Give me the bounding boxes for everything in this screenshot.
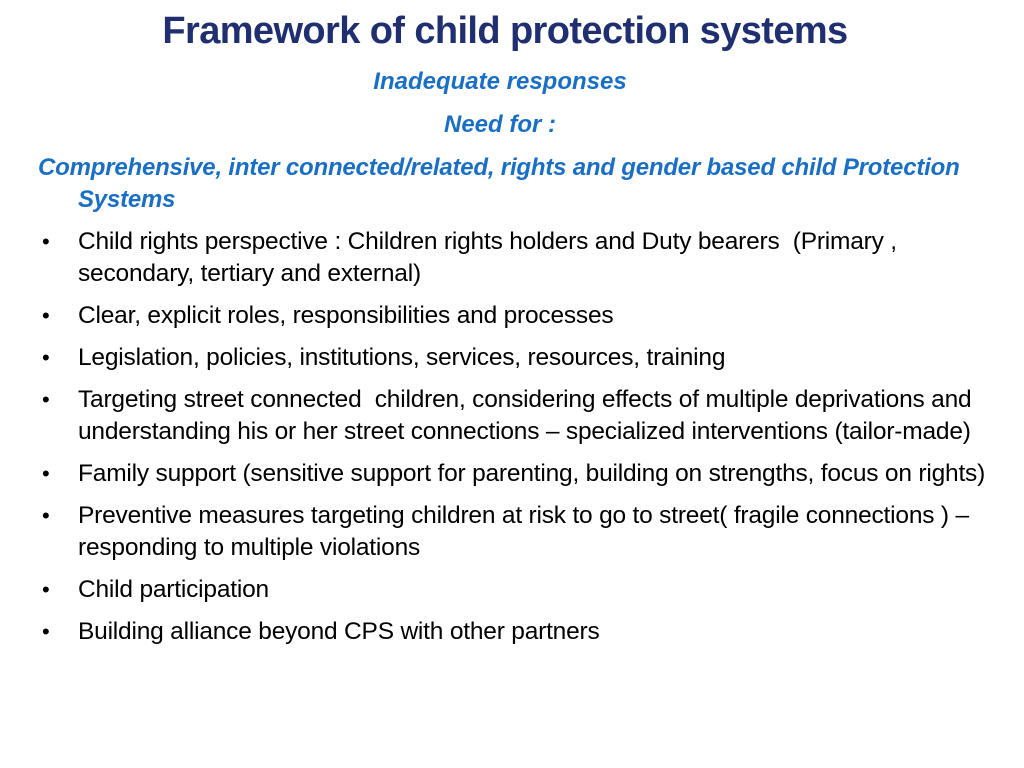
bullet-item-alliance xyxy=(38,616,998,648)
bullet-text: Building alliance beyond CPS with other partners xyxy=(78,618,600,645)
subtitle-need-for: Need for : xyxy=(443,111,556,138)
bullet-icon: • xyxy=(42,619,50,644)
bullet-item-participation xyxy=(38,574,998,606)
bullet-item-legislation xyxy=(38,342,998,374)
bullet-text: Clear, explicit roles, responsibilities and processes xyxy=(78,302,614,329)
slide-title: Framework of child protection systems xyxy=(162,10,848,52)
bullet-text: Family support (sensitive support for parenting, building on strengths, focus on rights) xyxy=(78,460,986,487)
bullet-icon: • xyxy=(42,461,50,486)
intro-statement: Comprehensive, inter connected/related, rights and gender based child Protection Systems xyxy=(38,154,960,213)
bullet-text: Child participation xyxy=(78,576,269,603)
bullet-item-roles xyxy=(38,300,998,332)
bullet-icon: • xyxy=(42,345,50,370)
bullet-icon: • xyxy=(42,303,50,328)
bullet-icon: • xyxy=(42,229,50,254)
bullet-text: Preventive measures targeting children at risk to go to street( fragile connections ) – responding to multiple violations xyxy=(78,502,976,561)
bullet-text: Child rights perspective : Children rights holders and Duty bearers (Primary , secondary, tertiary and external) xyxy=(78,228,904,287)
bullet-text: Legislation, policies, institutions, services, resources, training xyxy=(78,344,726,371)
bullet-item-preventive xyxy=(38,500,998,564)
bullet-item-targeting xyxy=(38,384,998,448)
bullet-text: Targeting street connected children, considering effects of multiple deprivations and understanding his or her street connections – specialized interventions (tailor-made) xyxy=(78,386,979,445)
subtitle-inadequate-responses: Inadequate responses xyxy=(373,68,627,95)
bullet-icon: • xyxy=(42,387,50,412)
bullet-list xyxy=(38,226,998,658)
bullet-icon: • xyxy=(42,503,50,528)
bullet-icon: • xyxy=(42,577,50,602)
bullet-item-child-rights xyxy=(38,226,998,290)
bullet-item-family-support xyxy=(38,458,998,490)
